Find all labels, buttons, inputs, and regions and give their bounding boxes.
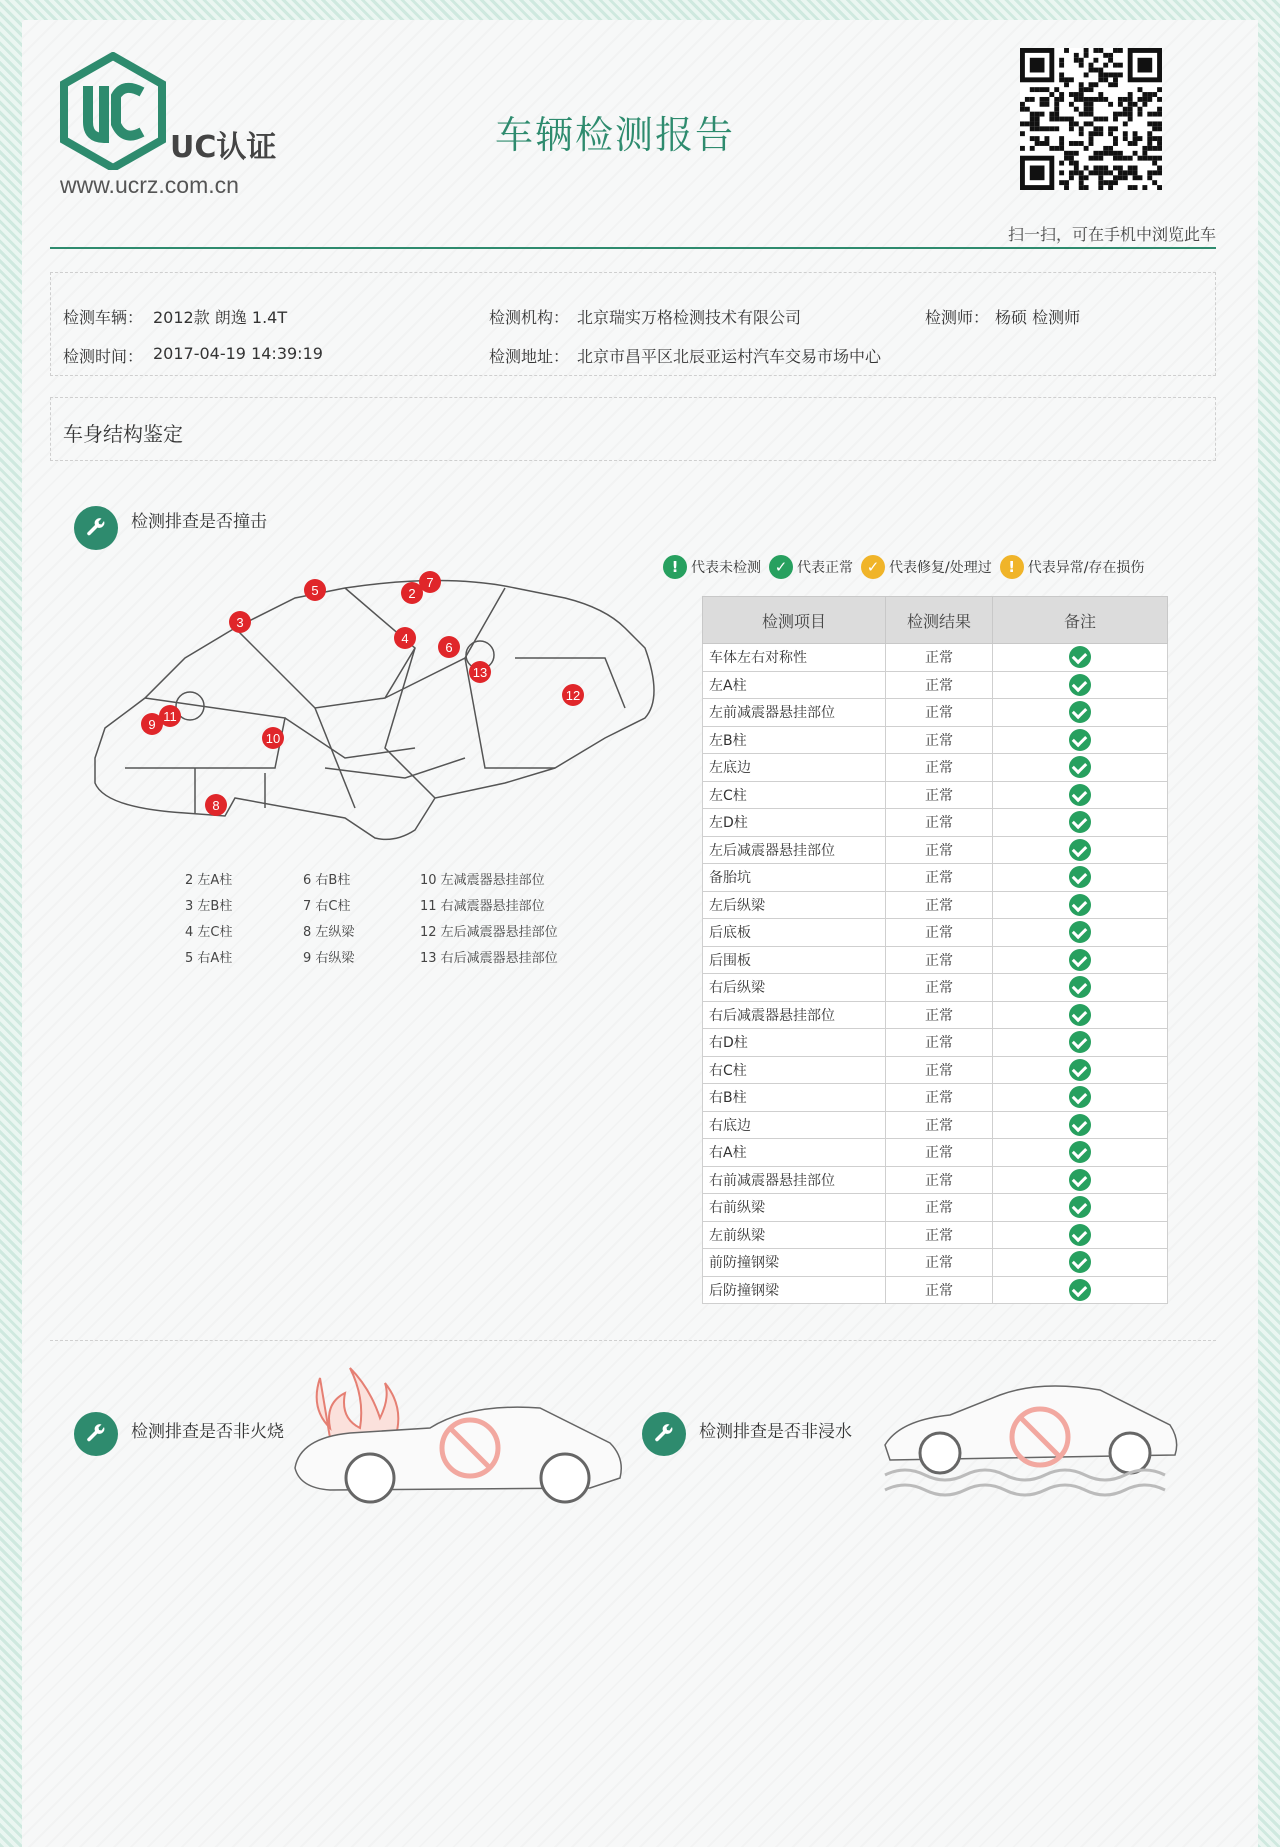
- item-note: [993, 974, 1168, 1002]
- table-row: [703, 946, 1168, 974]
- item-name: 右后减震器悬挂部位: [703, 1001, 886, 1029]
- exclamation-icon: !: [663, 555, 687, 579]
- fire-check-label: 检测排查是否非火烧: [131, 1422, 284, 1442]
- exclamation-icon: !: [1000, 555, 1024, 579]
- car-part-label: 13 右后减震器悬挂部位: [420, 951, 558, 966]
- item-note: [993, 919, 1168, 947]
- item-name: 车体左右对称性: [703, 644, 886, 672]
- table-row: [703, 836, 1168, 864]
- item-name: 后底板: [703, 919, 886, 947]
- legend-item-abnormal: [1000, 555, 1145, 579]
- org-label: 检测机构：: [489, 308, 570, 327]
- item-result: 正常: [886, 864, 993, 892]
- item-name: 前防撞钢梁: [703, 1249, 886, 1277]
- item-result: 正常: [886, 946, 993, 974]
- table-row: [703, 1276, 1168, 1304]
- check-icon: [1069, 1279, 1091, 1301]
- car-part-label: 3 左B柱: [185, 899, 233, 914]
- item-result: 正常: [886, 1001, 993, 1029]
- check-icon: [1069, 701, 1091, 723]
- part-marker-number: 12: [565, 688, 581, 703]
- item-note: [993, 1084, 1168, 1112]
- column-header-note: 备注: [993, 597, 1168, 644]
- check-icon: ✓: [861, 555, 885, 579]
- item-name: 左后纵梁: [703, 891, 886, 919]
- item-note: [993, 836, 1168, 864]
- item-name: 右C柱: [703, 1056, 886, 1084]
- check-icon: [1069, 894, 1091, 916]
- table-row: [703, 1056, 1168, 1084]
- item-result: 正常: [886, 1084, 993, 1112]
- item-note: [993, 644, 1168, 672]
- table-row: [703, 671, 1168, 699]
- item-result: 正常: [886, 699, 993, 727]
- item-note: [993, 946, 1168, 974]
- time-value: 2017-04-19 14:39:19: [153, 344, 323, 363]
- inspection-info-box: [50, 272, 1216, 376]
- item-note: [993, 891, 1168, 919]
- item-result: 正常: [886, 891, 993, 919]
- check-icon: [1069, 756, 1091, 778]
- item-name: 右前减震器悬挂部位: [703, 1166, 886, 1194]
- item-note: [993, 1166, 1168, 1194]
- qr-caption: 扫一扫，可在手机中浏览此车: [1007, 225, 1216, 244]
- car-body-diagram: [85, 568, 665, 848]
- inspector-value: 杨硕 检测师: [995, 308, 1081, 327]
- part-marker-number: 2: [408, 586, 416, 601]
- item-result: 正常: [886, 1166, 993, 1194]
- section-header: [50, 397, 1216, 461]
- table-row: [703, 1166, 1168, 1194]
- logo-url[interactable]: www.ucrz.com.cn: [60, 172, 239, 198]
- item-note: [993, 1029, 1168, 1057]
- check-icon: [1069, 1251, 1091, 1273]
- check-icon: [1069, 1086, 1091, 1108]
- item-result: 正常: [886, 1139, 993, 1167]
- item-name: 右B柱: [703, 1084, 886, 1112]
- check-icon: [1069, 1114, 1091, 1136]
- header-divider: [50, 247, 1216, 249]
- table-row: [703, 809, 1168, 837]
- wrench-icon: [74, 506, 118, 550]
- table-row: [703, 781, 1168, 809]
- column-header-result: 检测结果: [886, 597, 993, 644]
- item-result: 正常: [886, 1029, 993, 1057]
- item-result: 正常: [886, 1194, 993, 1222]
- check-icon: [1069, 949, 1091, 971]
- check-icon: [1069, 866, 1091, 888]
- part-marker-number: 7: [426, 575, 434, 590]
- check-icon: [1069, 1196, 1091, 1218]
- legend-item-untested: [663, 555, 761, 579]
- item-result: 正常: [886, 754, 993, 782]
- item-result: 正常: [886, 974, 993, 1002]
- item-note: [993, 1221, 1168, 1249]
- legend-item-normal: [769, 555, 853, 579]
- part-marker-number: 8: [212, 798, 220, 813]
- item-note: [993, 1139, 1168, 1167]
- table-row: [703, 891, 1168, 919]
- item-name: 右D柱: [703, 1029, 886, 1057]
- part-marker-number: 3: [236, 615, 244, 630]
- address-value: 北京市昌平区北辰亚运村汽车交易市场中心: [577, 347, 882, 366]
- car-part-label: 5 右A柱: [185, 951, 233, 966]
- car-part-label: 6 右B柱: [303, 873, 351, 888]
- table-row: [703, 754, 1168, 782]
- item-note: [993, 809, 1168, 837]
- item-result: 正常: [886, 1111, 993, 1139]
- item-note: [993, 1111, 1168, 1139]
- uc-logo-icon: [58, 52, 168, 170]
- legend: [663, 553, 1152, 581]
- item-result: 正常: [886, 836, 993, 864]
- vehicle-value: 2012款 朗逸 1.4T: [153, 308, 288, 327]
- table-row: [703, 699, 1168, 727]
- item-result: 正常: [886, 1221, 993, 1249]
- legend-label: 代表修复/处理过: [889, 560, 992, 576]
- item-note: [993, 1001, 1168, 1029]
- item-result: 正常: [886, 671, 993, 699]
- table-row: [703, 1029, 1168, 1057]
- car-part-label: 8 左纵梁: [303, 925, 355, 940]
- table-header-row: [703, 597, 1168, 644]
- address-label: 检测地址：: [489, 347, 570, 366]
- inspection-table: [702, 596, 1168, 1304]
- column-header-item: 检测项目: [703, 597, 886, 644]
- item-name: 后防撞钢梁: [703, 1276, 886, 1304]
- check-icon: [1069, 839, 1091, 861]
- burning-car-illustration: [290, 1358, 630, 1508]
- table-row: [703, 1194, 1168, 1222]
- check-icon: [1069, 674, 1091, 696]
- item-name: 右后纵梁: [703, 974, 886, 1002]
- section-title: 车身结构鉴定: [63, 422, 183, 446]
- check-icon: ✓: [769, 555, 793, 579]
- table-row: [703, 1249, 1168, 1277]
- section-divider: [50, 1340, 1216, 1341]
- check-icon: [1069, 1059, 1091, 1081]
- car-part-label: 11 右减震器悬挂部位: [420, 899, 545, 914]
- collision-check-label: 检测排查是否撞击: [131, 512, 267, 532]
- car-part-label: 4 左C柱: [185, 925, 233, 940]
- item-result: 正常: [886, 1276, 993, 1304]
- org-value: 北京瑞实万格检测技术有限公司: [577, 308, 802, 327]
- item-name: 左底边: [703, 754, 886, 782]
- check-icon: [1069, 1141, 1091, 1163]
- check-icon: [1069, 976, 1091, 998]
- check-icon: [1069, 729, 1091, 751]
- car-part-label: 2 左A柱: [185, 873, 233, 888]
- part-marker-number: 5: [311, 583, 319, 598]
- check-icon: [1069, 1169, 1091, 1191]
- part-marker-number: 10: [265, 731, 281, 746]
- check-icon: [1069, 921, 1091, 943]
- item-note: [993, 726, 1168, 754]
- item-note: [993, 754, 1168, 782]
- item-result: 正常: [886, 781, 993, 809]
- part-marker-number: 9: [148, 717, 156, 732]
- table-row: [703, 1084, 1168, 1112]
- car-part-label: 10 左减震器悬挂部位: [420, 873, 545, 888]
- item-note: [993, 1056, 1168, 1084]
- water-check-label: 检测排查是否非浸水: [699, 1422, 852, 1442]
- item-name: 备胎坑: [703, 864, 886, 892]
- part-marker-number: 13: [472, 665, 488, 680]
- wrench-icon: [642, 1412, 686, 1456]
- logo-text: UC认证: [170, 130, 277, 165]
- item-result: 正常: [886, 726, 993, 754]
- table-row: [703, 726, 1168, 754]
- part-marker-number: 6: [445, 640, 453, 655]
- time-label: 检测时间：: [63, 347, 144, 366]
- table-row: [703, 1111, 1168, 1139]
- item-name: 左D柱: [703, 809, 886, 837]
- table-row: [703, 644, 1168, 672]
- car-part-label: 7 右C柱: [303, 899, 351, 914]
- inspector-label: 检测师：: [925, 308, 990, 327]
- item-note: [993, 1194, 1168, 1222]
- item-note: [993, 864, 1168, 892]
- item-name: 右A柱: [703, 1139, 886, 1167]
- legend-item-repaired: [861, 555, 992, 579]
- item-note: [993, 671, 1168, 699]
- item-result: 正常: [886, 919, 993, 947]
- item-note: [993, 1276, 1168, 1304]
- part-marker-number: 4: [401, 631, 409, 646]
- check-icon: [1069, 811, 1091, 833]
- item-name: 左后减震器悬挂部位: [703, 836, 886, 864]
- item-name: 左B柱: [703, 726, 886, 754]
- item-name: 右底边: [703, 1111, 886, 1139]
- check-icon: [1069, 646, 1091, 668]
- table-row: [703, 1139, 1168, 1167]
- table-row: [703, 1221, 1168, 1249]
- item-name: 左A柱: [703, 671, 886, 699]
- part-marker-number: 11: [163, 709, 177, 724]
- item-note: [993, 1249, 1168, 1277]
- check-icon: [1069, 784, 1091, 806]
- check-icon: [1069, 1004, 1091, 1026]
- car-part-label: 9 右纵梁: [303, 951, 355, 966]
- page-title: 车辆检测报告: [494, 113, 735, 157]
- item-name: 右前纵梁: [703, 1194, 886, 1222]
- item-result: 正常: [886, 1056, 993, 1084]
- table-row: [703, 864, 1168, 892]
- table-row: [703, 974, 1168, 1002]
- item-name: 左前纵梁: [703, 1221, 886, 1249]
- legend-label: 代表未检测: [691, 560, 761, 576]
- item-note: [993, 699, 1168, 727]
- item-result: 正常: [886, 1249, 993, 1277]
- item-name: 左C柱: [703, 781, 886, 809]
- vehicle-label: 检测车辆：: [63, 308, 144, 327]
- flooded-car-illustration: [880, 1375, 1185, 1500]
- legend-label: 代表正常: [797, 560, 853, 576]
- table-row: [703, 919, 1168, 947]
- item-name: 左前减震器悬挂部位: [703, 699, 886, 727]
- check-icon: [1069, 1031, 1091, 1053]
- legend-label: 代表异常/存在损伤: [1027, 560, 1145, 576]
- car-part-label: 12 左后减震器悬挂部位: [420, 925, 558, 940]
- table-row: [703, 1001, 1168, 1029]
- item-result: 正常: [886, 644, 993, 672]
- wrench-icon: [74, 1412, 118, 1456]
- item-name: 后围板: [703, 946, 886, 974]
- item-note: [993, 781, 1168, 809]
- qr-code-icon[interactable]: [1020, 48, 1162, 190]
- check-icon: [1069, 1224, 1091, 1246]
- item-result: 正常: [886, 809, 993, 837]
